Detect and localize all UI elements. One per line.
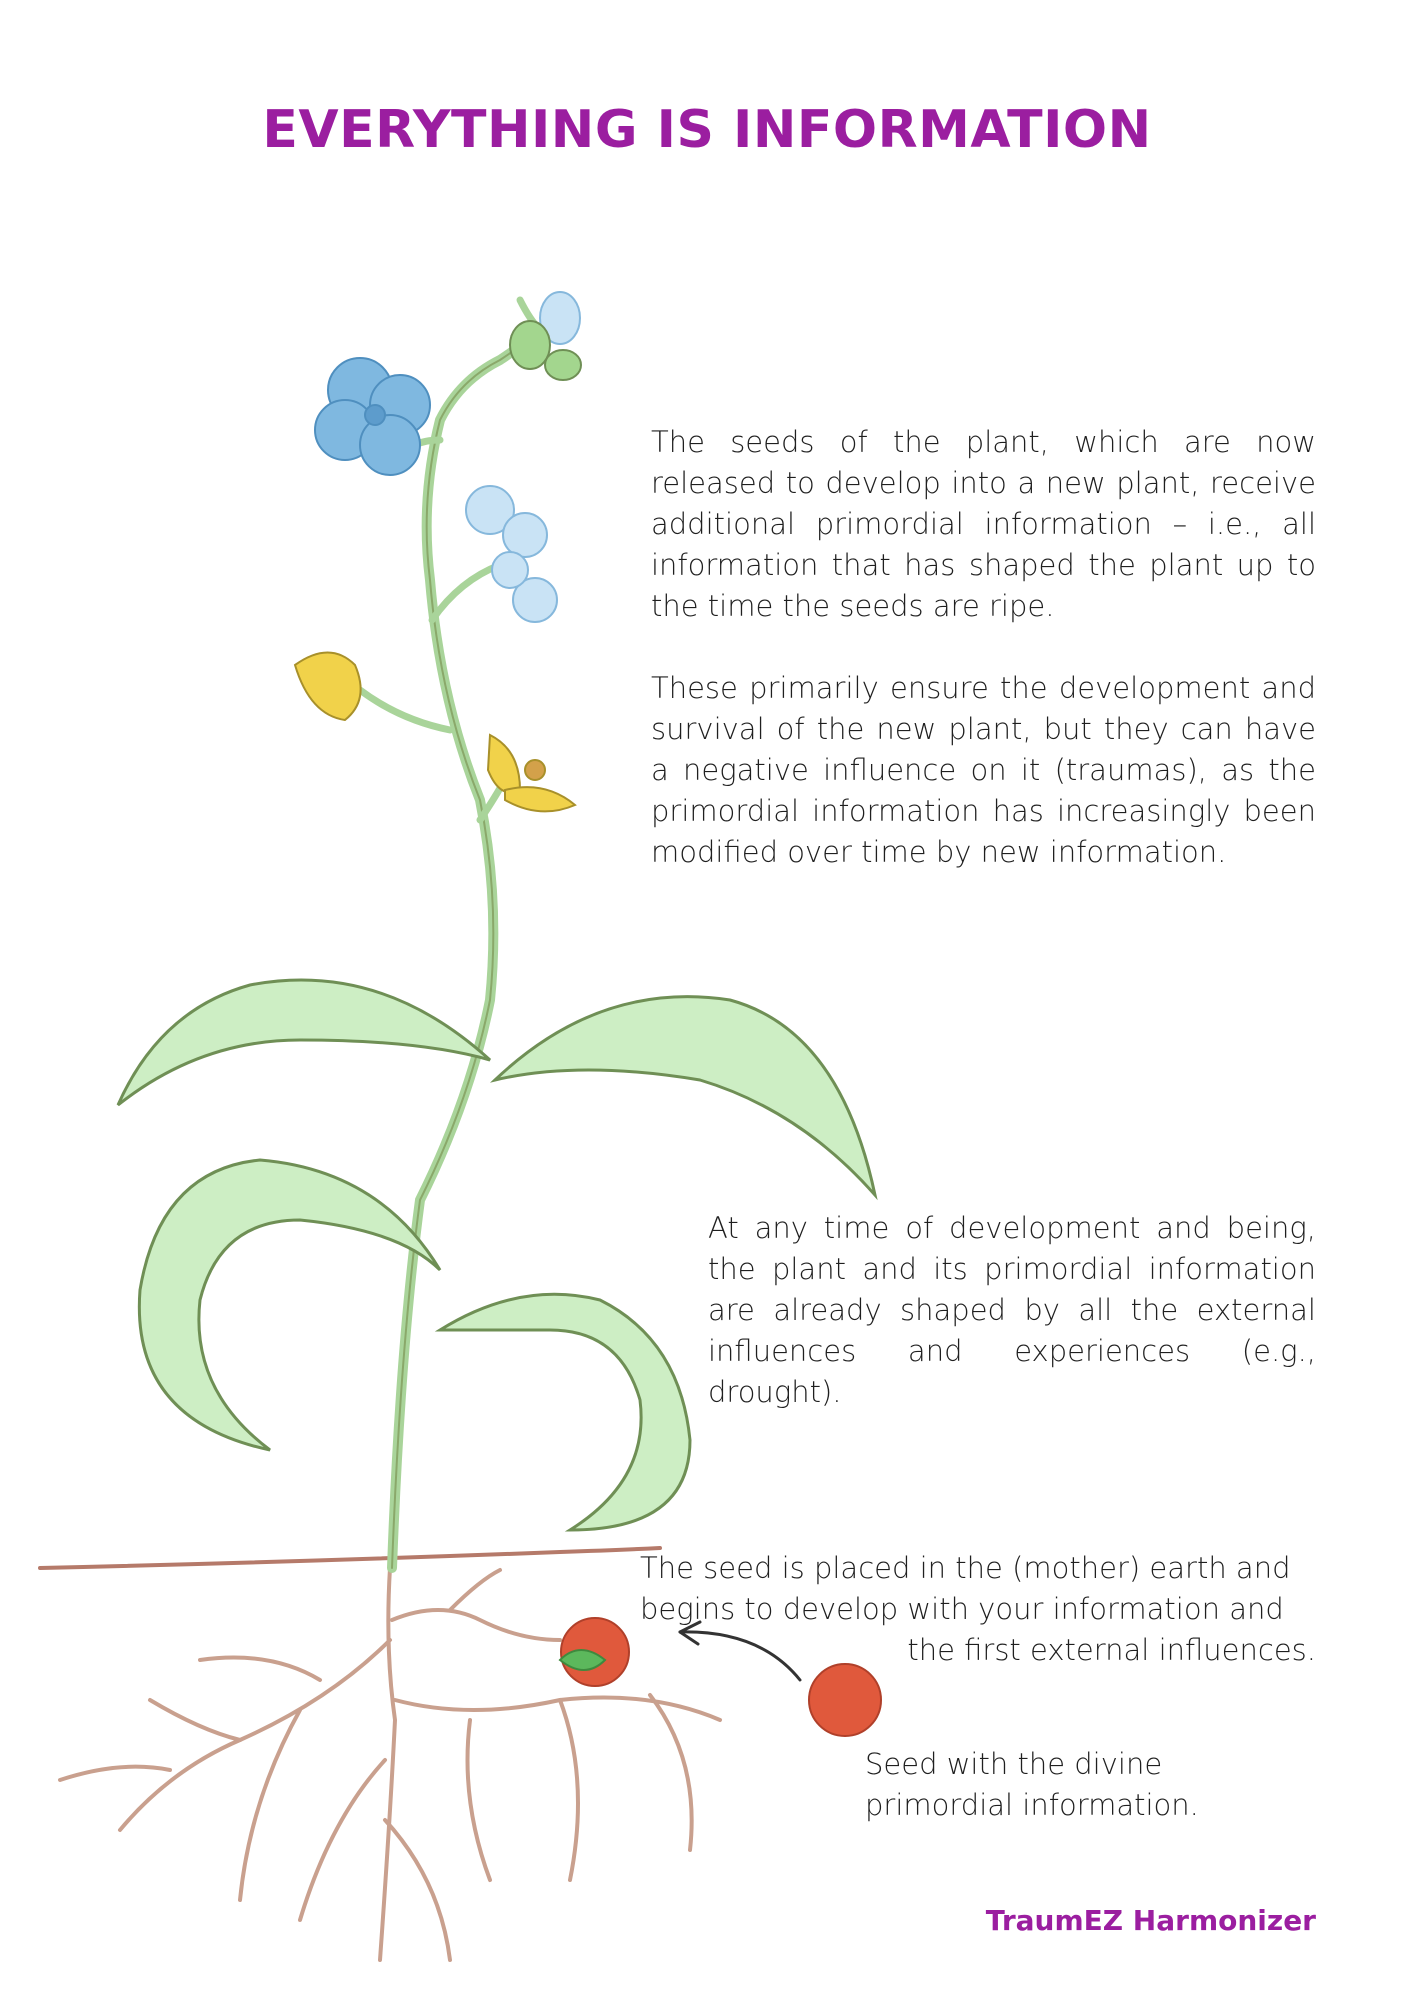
sprouting-seed	[560, 1618, 629, 1686]
paragraph-development-survival: These primarily ensure the development and survival of the new plant, but they can have a negative influence on it (traumas), as the primordial information has increasingly been modified over time by new information.	[651, 671, 1316, 869]
divine-seed	[809, 1664, 881, 1736]
soil-line	[40, 1548, 660, 1568]
paragraph-seed-placed	[640, 1548, 1316, 1671]
flower-blue	[315, 358, 430, 475]
bud-yellow	[295, 653, 575, 812]
roots	[60, 1568, 720, 1960]
brand-name: TraumEZ Harmonizer	[985, 1904, 1316, 1937]
seed-placed-line-2: begins to develop with your information and	[640, 1592, 1284, 1626]
seed-placed-line-3: the first external influences.	[907, 1633, 1316, 1667]
paragraph-divine-seed: Seed with the divine primordial information.	[865, 1747, 1199, 1822]
page-title: EVERYTHING IS INFORMATION	[262, 100, 1152, 160]
seed-placed-line-1: The seed is placed in the (mother) earth and	[640, 1551, 1291, 1585]
paragraph-seeds-released: The seeds of the plant, which are now released to develop into a new plant, receive additional primordial information – i.e., all information that has shaped the plant up to the time the seeds are ripe.	[651, 425, 1316, 623]
flower-pale-blue	[466, 486, 557, 622]
paragraph-external-influences: At any time of development and being, the plant and its primordial information are already shaped by all the external influences and experiences (e.g., drought).	[708, 1211, 1316, 1409]
